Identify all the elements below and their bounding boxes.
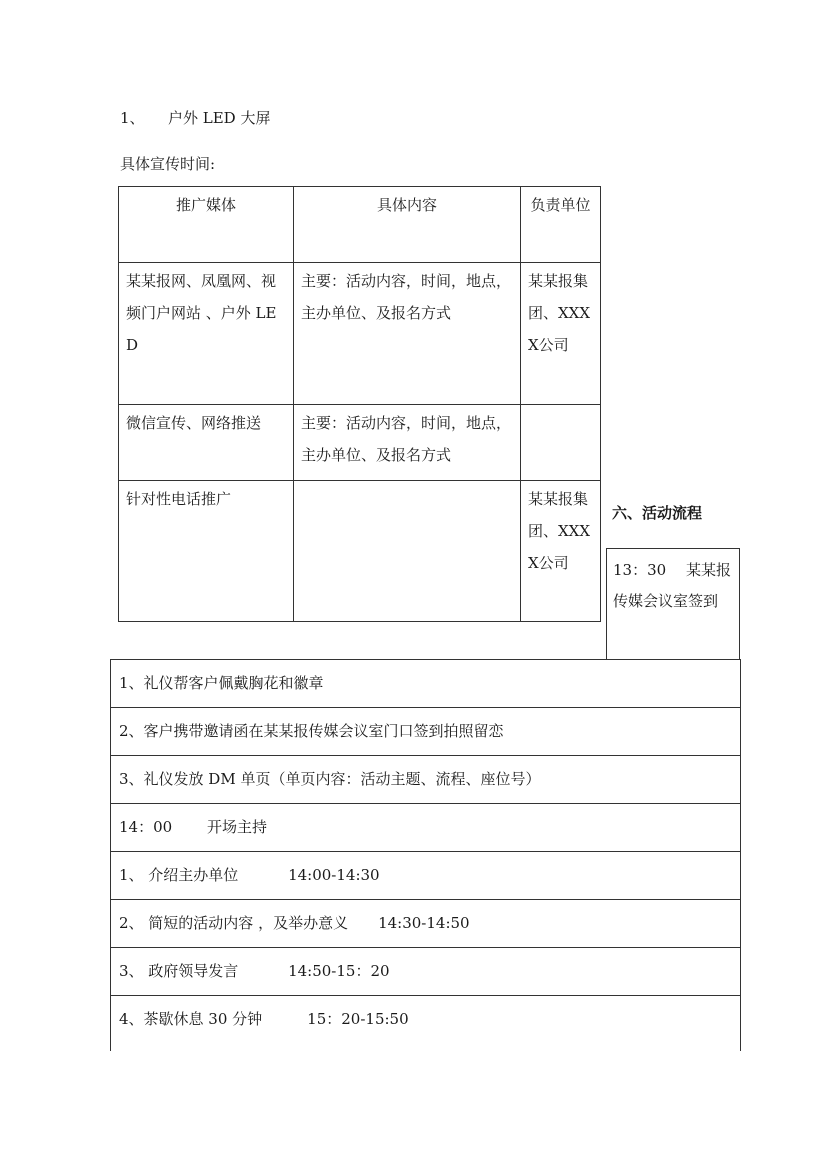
header-content: 具体内容: [294, 187, 521, 263]
cell-owner: [521, 405, 601, 481]
cell-content: [294, 481, 521, 622]
list-item: 2、客户携带邀请函在某某报传媒会议室门口签到拍照留恋: [111, 707, 740, 755]
list-item: 1、 介绍主办单位 14:00-14:30: [111, 851, 740, 899]
flow-title: 六、活动流程: [612, 504, 703, 522]
table-header-row: [119, 187, 601, 263]
cell-media: 微信宣传、网络推送: [119, 405, 294, 481]
list-item: 2、 简短的活动内容 ，及举办意义 14:30-14:50: [111, 899, 740, 947]
cell-content: 主要：活动内容，时间，地点，主办单位、及报名方式: [294, 405, 521, 481]
list-item: 14：00 开场主持: [111, 803, 740, 851]
schedule-list: [110, 659, 741, 1051]
list-item: 3、 政府领导发言 14:50-15：20: [111, 947, 740, 995]
list-item: 3、礼仪发放 DM 单页（单页内容：活动主题、流程、座位号）: [111, 755, 740, 803]
list-item: 1、礼仪帮客户佩戴胸花和徽章: [111, 659, 740, 707]
section-number: 1、: [120, 109, 145, 127]
table-row: [119, 481, 601, 622]
promotion-time-label: 具体宣传时间:: [120, 155, 216, 173]
cell-owner: 某某报集团、XXXX公司: [521, 263, 601, 405]
checkin-item: 13：30 某某报传媒会议室签到: [606, 548, 740, 660]
media-table: [118, 186, 601, 622]
header-media: 推广媒体: [119, 187, 294, 263]
cell-owner: 某某报集团、XXXX公司: [521, 481, 601, 622]
header-owner: 负责单位: [521, 187, 601, 263]
cell-media: 某某报网、凤凰网、视频门户网站 、户外 LED: [119, 263, 294, 405]
section-heading: 户外 LED 大屏: [168, 109, 271, 127]
table-row: [119, 263, 601, 405]
table-row: [119, 405, 601, 481]
cell-media: 针对性电话推广: [119, 481, 294, 622]
cell-content: 主要：活动内容，时间，地点，主办单位、及报名方式: [294, 263, 521, 405]
list-item: 4、茶歇休息 30 分钟 15：20-15:50: [111, 995, 740, 1049]
